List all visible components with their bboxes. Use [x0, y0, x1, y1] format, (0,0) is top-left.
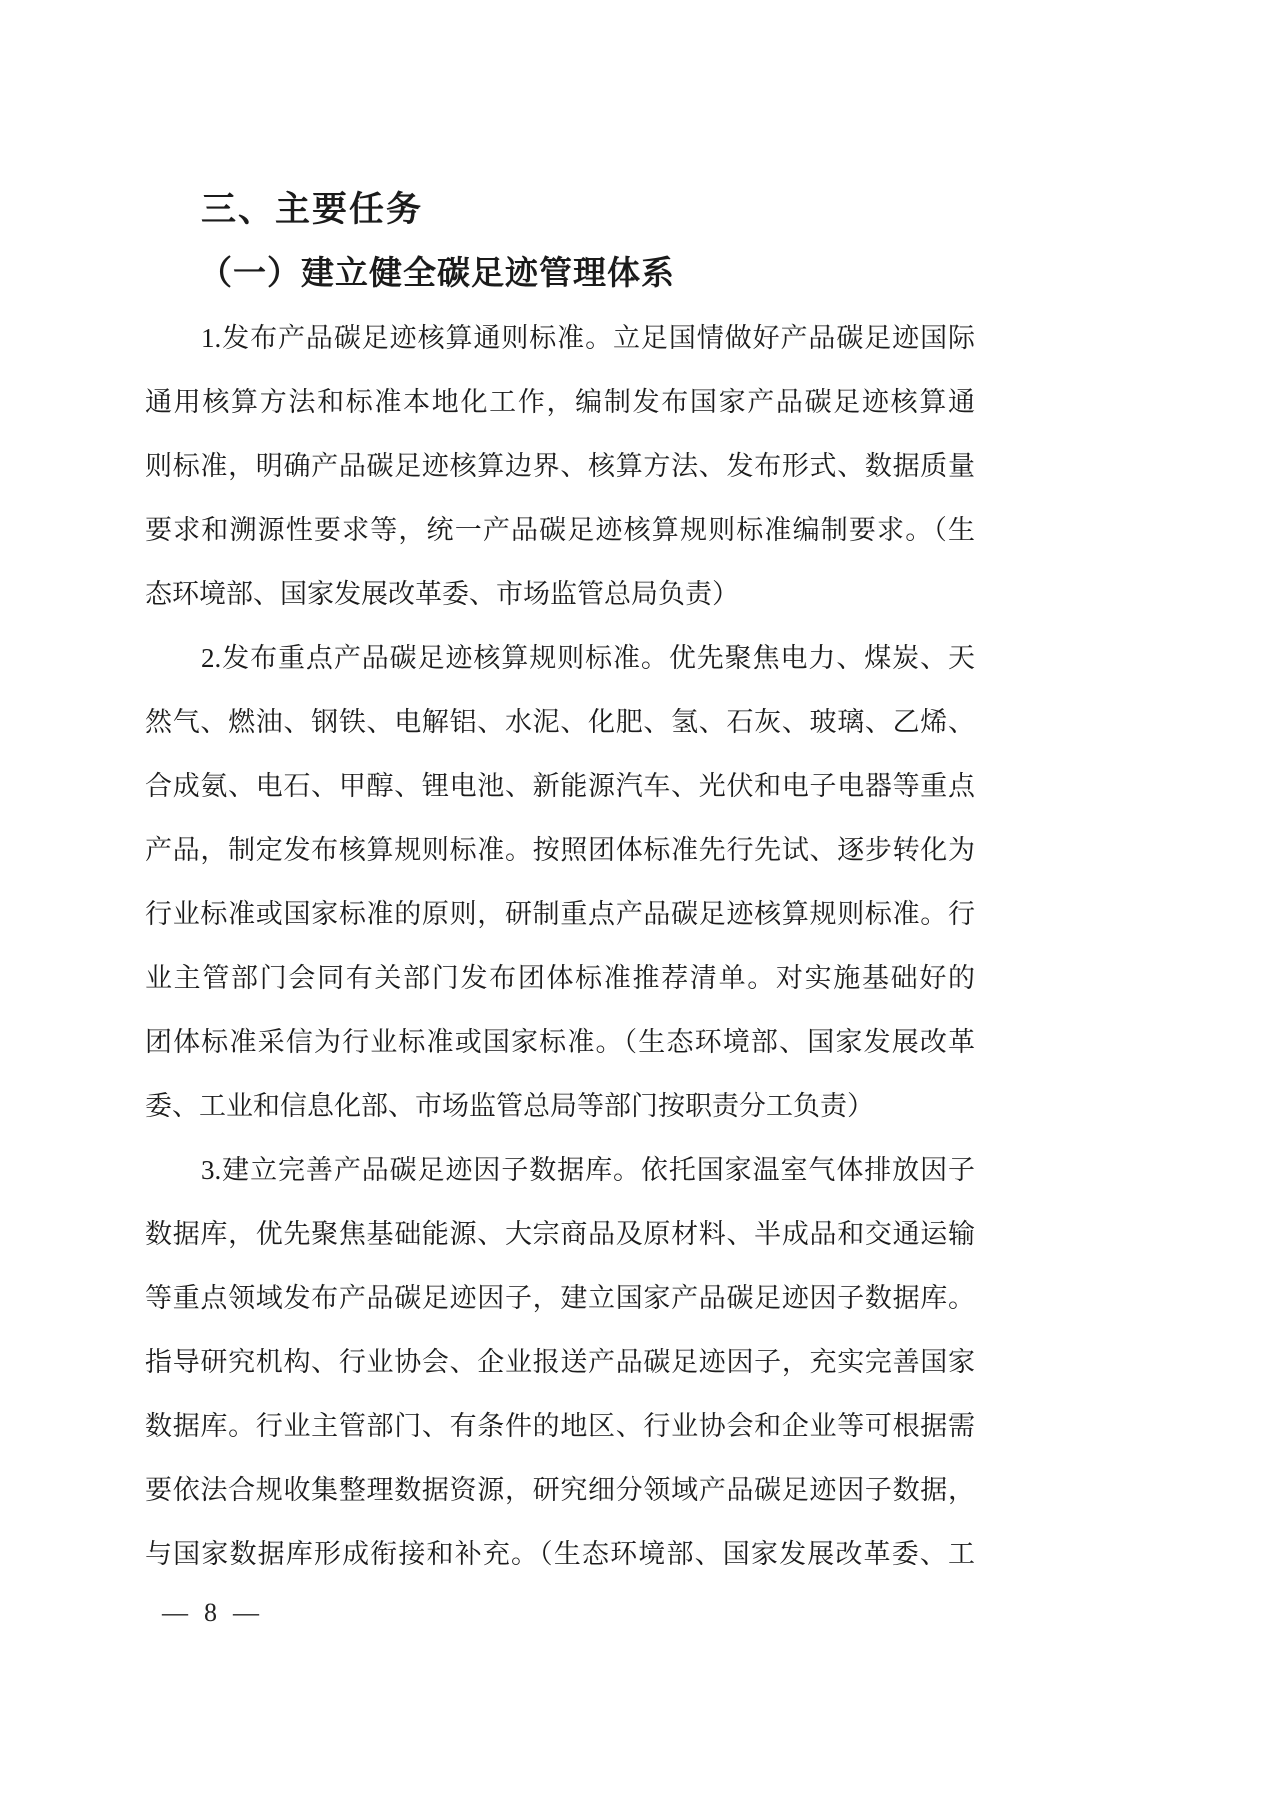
text-line: 与国家数据库形成衔接和补充。（生态环境部、国家发展改革委、工: [145, 1539, 975, 1569]
page-footer: [162, 1598, 259, 1628]
subsection-heading: （一）建立健全碳足迹管理体系: [199, 256, 675, 292]
text-line: 等重点领域发布产品碳足迹因子，建立国家产品碳足迹因子数据库。: [145, 1283, 975, 1313]
text-line: 团体标准采信为行业标准或国家标准。（生态环境部、国家发展改革: [145, 1027, 975, 1057]
text-line: 要依法合规收集整理数据资源，研究细分领域产品碳足迹因子数据，: [145, 1475, 975, 1505]
text-line: 则标准，明确产品碳足迹核算边界、核算方法、发布形式、数据质量: [145, 451, 975, 481]
text-line: 合成氨、电石、甲醇、锂电池、新能源汽车、光伏和电子电器等重点: [145, 771, 975, 801]
text-line: 委、工业和信息化部、市场监管总局等部门按职责分工负责）: [145, 1091, 874, 1121]
text-line: 业主管部门会同有关部门发布团体标准推荐清单。对实施基础好的: [145, 963, 975, 993]
text-line: 指导研究机构、行业协会、企业报送产品碳足迹因子，充实完善国家: [145, 1347, 975, 1377]
text-line: 要求和溯源性要求等，统一产品碳足迹核算规则标准编制要求。（生: [145, 515, 975, 545]
text-line: 行业标准或国家标准的原则，研制重点产品碳足迹核算规则标准。行: [145, 899, 975, 929]
text-line: 态环境部、国家发展改革委、市场监管总局负责）: [145, 579, 739, 609]
section-heading: 三、主要任务: [201, 190, 424, 230]
text-line: 2.发布重点产品碳足迹核算规则标准。优先聚焦电力、煤炭、天: [201, 643, 975, 673]
paragraph: [145, 306, 975, 626]
text-line: 数据库，优先聚焦基础能源、大宗商品及原材料、半成品和交通运输: [145, 1219, 975, 1249]
page-number: 8: [204, 1598, 217, 1627]
text-line: 1.发布产品碳足迹核算通则标准。立足国情做好产品碳足迹国际: [201, 323, 975, 353]
text-line: 产品，制定发布核算规则标准。按照团体标准先行先试、逐步转化为: [145, 835, 975, 865]
text-line: 然气、燃油、钢铁、电解铝、水泥、化肥、氢、石灰、玻璃、乙烯、: [145, 707, 975, 737]
text-line: 3.建立完善产品碳足迹因子数据库。依托国家温室气体排放因子: [201, 1155, 975, 1185]
paragraph: [145, 626, 975, 1138]
paragraph: [145, 1138, 975, 1586]
footer-left-dash: —: [162, 1598, 188, 1627]
footer-right-dash: —: [233, 1598, 259, 1627]
text-line: 通用核算方法和标准本地化工作，编制发布国家产品碳足迹核算通: [145, 387, 975, 417]
document-content: [145, 178, 975, 1586]
paragraphs: [145, 306, 975, 1586]
text-line: 数据库。行业主管部门、有条件的地区、行业协会和企业等可根据需: [145, 1411, 975, 1441]
